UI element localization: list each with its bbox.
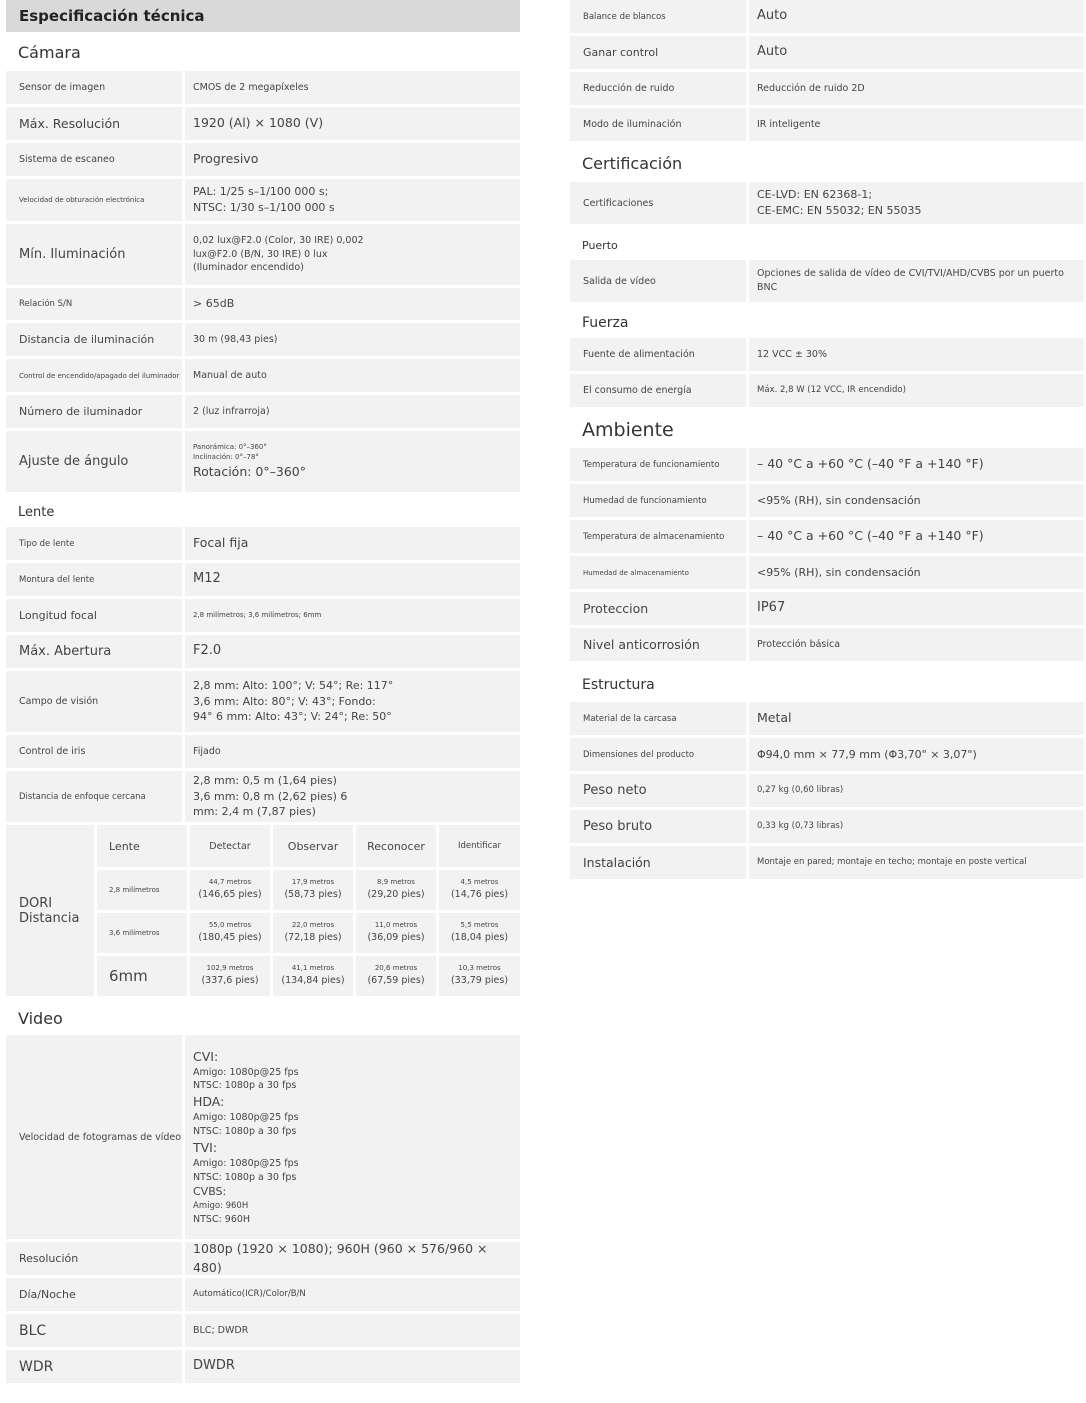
spec-label: Campo de visión	[6, 671, 185, 732]
spec-row-ganar-control	[570, 36, 1084, 69]
dori-feet: (72,18 pies)	[284, 932, 342, 944]
dori-meters: 4,5 metros	[460, 878, 499, 887]
dori-distance-cell	[439, 870, 520, 910]
spec-value-line: NTSC: 1080p a 30 fps	[193, 1126, 297, 1138]
spec-value-line: lux@F2.0 (B/N, 30 IRE) 0 lux	[193, 248, 328, 260]
section-environment-title: Ambiente	[570, 410, 1084, 448]
spec-row-instalacion	[570, 846, 1084, 879]
section-camera-title: Cámara	[6, 32, 520, 71]
spec-value	[749, 556, 1084, 589]
spec-value-line: CMOS de 2 megapíxeles	[193, 81, 309, 93]
spec-row-numero-de-iluminador	[6, 395, 520, 428]
spec-value-line: CVI:	[193, 1048, 219, 1064]
spec-label: Humedad de funcionamiento	[570, 484, 749, 517]
spec-value-line: M12	[193, 571, 221, 587]
dori-distance-cell	[273, 870, 353, 910]
spec-value-line: IP67	[757, 600, 786, 616]
spec-row-peso-bruto	[570, 810, 1084, 843]
spec-row-humedad-de-almacenamiento	[570, 556, 1084, 589]
dori-feet: (58,73 pies)	[284, 889, 342, 901]
spec-row-distancia-de-enfoque-cercana	[6, 771, 520, 822]
dori-feet: (134,84 pies)	[281, 975, 345, 987]
spec-row-certificaciones	[570, 182, 1084, 224]
spec-value-line: Inclinación: 0°–78°	[193, 453, 259, 462]
spec-row-peso-neto	[570, 774, 1084, 807]
spec-value	[185, 431, 520, 492]
spec-value	[185, 1278, 520, 1311]
spec-row-proteccion	[570, 592, 1084, 625]
spec-value-line: (Iluminador encendido)	[193, 262, 304, 274]
spec-value-line: PAL: 1/25 s–1/100 000 s;	[193, 185, 329, 199]
spec-label: Montura del lente	[6, 563, 185, 596]
spec-value	[749, 846, 1084, 879]
spec-row-sensor-de-imagen	[6, 71, 520, 104]
certification-table	[570, 182, 1084, 224]
dori-table	[6, 825, 520, 996]
spec-value	[185, 143, 520, 176]
spec-row-velocidad-de-fotogramas-de-video	[6, 1035, 520, 1239]
spec-row-temperatura-de-funcionamiento	[570, 448, 1084, 481]
spec-label: Dimensiones del producto	[570, 738, 749, 771]
spec-label: Salida de vídeo	[570, 260, 749, 302]
dori-distance-cell	[439, 956, 520, 996]
spec-value-line: Amigo: 1080p@25 fps	[193, 1112, 299, 1124]
spec-row-montura-del-lente	[6, 563, 520, 596]
spec-value	[749, 484, 1084, 517]
dori-distance-cell	[273, 956, 353, 996]
section-certification-title: Certificación	[570, 144, 1084, 182]
spec-row-distancia-de-iluminacion	[6, 323, 520, 356]
spec-value-line: 3,6 mm: Alto: 80°; V: 43°; Fondo:	[193, 694, 376, 708]
spec-value	[749, 338, 1084, 371]
spec-value-line: Reducción de ruido 2D	[757, 82, 865, 94]
spec-value-line: NTSC: 1080p a 30 fps	[193, 1080, 297, 1092]
dori-meters: 10,3 metros	[458, 964, 501, 973]
spec-row-relacion-s-n	[6, 288, 520, 320]
spec-label: Máx. Abertura	[6, 635, 185, 668]
spec-label: Ganar control	[570, 36, 749, 69]
spec-row-campo-de-vision	[6, 671, 520, 732]
spec-row-modo-de-iluminacion	[570, 108, 1084, 141]
spec-value	[749, 738, 1084, 771]
dori-distance-cell	[356, 956, 436, 996]
spec-value	[185, 224, 520, 285]
section-video-title: Video	[6, 999, 520, 1035]
spec-value	[185, 771, 520, 822]
spec-value-line: 0,33 kg (0,73 libras)	[757, 821, 844, 832]
spec-row-blc	[6, 1314, 520, 1347]
dori-lens-cell: 6mm	[97, 956, 187, 996]
dori-meters: 22,0 metros	[291, 921, 335, 930]
spec-value	[185, 359, 520, 392]
spec-value	[749, 448, 1084, 481]
spec-row-fuente-de-alimentacion	[570, 338, 1084, 371]
spec-value-line: 30 m (98,43 pies)	[193, 333, 278, 345]
spec-value-line: <95% (RH), sin condensación	[757, 565, 921, 579]
dori-distance-cell	[356, 913, 436, 953]
spec-value-line: > 65dB	[193, 297, 235, 311]
spec-label: Control de encendido/apagado del iluminador	[6, 359, 185, 392]
spec-value-line: Progresivo	[193, 151, 259, 167]
spec-value	[749, 374, 1084, 407]
dori-distance-cell	[190, 956, 270, 996]
dori-meters: 8,9 metros	[377, 878, 415, 887]
spec-label: Modo de iluminación	[570, 108, 749, 141]
spec-label: Reducción de ruido	[570, 72, 749, 105]
dori-meters: 44,7 metros	[208, 878, 252, 887]
spec-row-min-iluminacion	[6, 224, 520, 285]
spec-row-temperatura-de-almacenamiento	[570, 520, 1084, 553]
spec-label: Mín. Iluminación	[6, 224, 185, 285]
dori-meters: 41,1 metros	[291, 964, 335, 973]
spec-value-line: BLC; DWDR	[193, 1324, 249, 1336]
camera-table	[6, 71, 520, 492]
dori-grid	[97, 825, 520, 996]
spec-value	[185, 179, 520, 221]
spec-value-line: Amigo: 1080p@25 fps	[193, 1066, 299, 1078]
spec-label: Ajuste de ángulo	[6, 431, 185, 492]
image-settings-table	[570, 0, 1084, 141]
spec-row-dia-noche	[6, 1278, 520, 1311]
spec-value-line: Opciones de salida de vídeo de CVI/TVI/AHD/CVBS por un puerto BNC	[757, 268, 1064, 293]
spec-value	[185, 635, 520, 668]
spec-label: Instalación	[570, 846, 749, 879]
spec-value	[185, 735, 520, 768]
spec-row-humedad-de-funcionamiento	[570, 484, 1084, 517]
spec-value	[185, 71, 520, 104]
spec-label: Control de iris	[6, 735, 185, 768]
spec-value	[749, 774, 1084, 807]
spec-value-line: Rotación: 0°–360°	[193, 463, 306, 479]
spec-value-line: – 40 °C a +60 °C (–40 °F a +140 °F)	[757, 456, 984, 472]
spec-label: Material de la carcasa	[570, 702, 749, 735]
spec-label: Resolución	[6, 1242, 185, 1275]
spec-value	[185, 563, 520, 596]
port-table	[570, 260, 1084, 302]
spec-value-line: Amigo: 1080p@25 fps	[193, 1157, 299, 1169]
spec-value-line: 2 (luz infrarroja)	[193, 405, 270, 417]
spec-row-el-consumo-de-energia	[570, 374, 1084, 407]
spec-value-line: Manual de auto	[193, 369, 267, 381]
dori-distance-cell	[356, 870, 436, 910]
dori-feet: (337,6 pies)	[201, 975, 259, 987]
spec-value-line: Auto	[757, 44, 788, 60]
spec-label: Sensor de imagen	[6, 71, 185, 104]
section-power-title: Fuerza	[570, 305, 1084, 338]
spec-value-line: IR inteligente	[757, 118, 821, 130]
spec-value-line: Panorámica: 0°–360°	[193, 443, 267, 452]
spec-value-line: F2.0	[193, 643, 222, 659]
spec-value-line: CVBS:	[193, 1185, 227, 1199]
lens-table	[6, 527, 520, 822]
spec-label: Humedad de almacenamiento	[570, 556, 749, 589]
dori-header-observar: Observar	[273, 825, 353, 867]
spec-row-ajuste-de-angulo	[6, 431, 520, 492]
spec-label: Distancia de iluminación	[6, 323, 185, 356]
spec-value	[185, 599, 520, 632]
spec-value	[185, 395, 520, 428]
spec-value	[185, 1314, 520, 1347]
dori-meters: 102,9 metros	[206, 964, 254, 973]
dori-feet: (146,65 pies)	[198, 889, 262, 901]
spec-value	[185, 1242, 520, 1275]
section-structure-title: Estructura	[570, 664, 1084, 702]
spec-value-line: 0,27 kg (0,60 libras)	[757, 785, 844, 796]
spec-row-velocidad-de-obturacion-electronica	[6, 179, 520, 221]
dori-meters: 5,5 metros	[460, 921, 499, 930]
spec-value	[185, 1035, 520, 1239]
spec-value-line: 94° 6 mm: Alto: 43°; V: 24°; Re: 50°	[193, 710, 392, 724]
spec-value-line: mm: 2,4 m (7,87 pies)	[193, 805, 316, 819]
dori-feet: (67,59 pies)	[367, 975, 425, 987]
spec-value	[749, 520, 1084, 553]
spec-label: Temperatura de almacenamiento	[570, 520, 749, 553]
spec-value-line: DWDR	[193, 1358, 235, 1374]
dori-distance-cell	[273, 913, 353, 953]
spec-row-tipo-de-lente	[6, 527, 520, 560]
dori-meters: 55,0 metros	[208, 921, 252, 930]
spec-row-longitud-focal	[6, 599, 520, 632]
spec-value-line: NTSC: 960H	[193, 1213, 251, 1225]
dori-feet: (33,79 pies)	[450, 975, 509, 987]
spec-value	[185, 527, 520, 560]
spec-value-line: 3,6 mm: 0,8 m (2,62 pies) 6	[193, 789, 348, 803]
spec-value	[749, 182, 1084, 224]
dori-feet: (14,76 pies)	[450, 889, 509, 901]
spec-value	[749, 72, 1084, 105]
spec-value-line: TVI:	[193, 1139, 218, 1155]
spec-value	[185, 323, 520, 356]
page-title: Especificación técnica	[6, 0, 520, 32]
spec-row-wdr	[6, 1350, 520, 1383]
power-table	[570, 338, 1084, 407]
spec-label: Tipo de lente	[6, 527, 185, 560]
dori-distance-cell	[190, 870, 270, 910]
spec-value-line: CE-LVD: EN 62368-1;	[757, 188, 873, 202]
right-column	[570, 0, 1084, 882]
dori-header-identificar: Identificar	[439, 825, 520, 867]
spec-value-line: 1080p (1920 × 1080); 960H (960 × 576/960 × 480)	[193, 1241, 488, 1275]
spec-label: Número de iluminador	[6, 395, 185, 428]
spec-value-line: Focal fija	[193, 535, 249, 551]
dori-header-detectar: Detectar	[190, 825, 270, 867]
spec-label: Certificaciones	[570, 182, 749, 224]
spec-value	[185, 107, 520, 140]
spec-value-line: Amigo: 960H	[193, 1201, 249, 1212]
dori-header-lente: Lente	[97, 825, 187, 867]
spec-row-sistema-de-escaneo	[6, 143, 520, 176]
spec-value-line: Auto	[757, 8, 788, 24]
dori-meters: 17,9 metros	[291, 878, 335, 887]
spec-value	[749, 108, 1084, 141]
dori-label-line2: Distancia	[19, 910, 80, 926]
spec-label: BLC	[6, 1314, 185, 1347]
spec-row-max-resolucion	[6, 107, 520, 140]
dori-lens-cell: 2,8 milímetros	[97, 870, 187, 910]
spec-value	[185, 671, 520, 732]
spec-label: Balance de blancos	[570, 0, 749, 33]
spec-value-line: NTSC: 1/30 s–1/100 000 s	[193, 201, 335, 214]
spec-label: Sistema de escaneo	[6, 143, 185, 176]
section-port-title: Puerto	[570, 227, 1084, 260]
spec-value	[749, 702, 1084, 735]
spec-value-line: NTSC: 1080p a 30 fps	[193, 1171, 297, 1183]
dori-lens-cell: 3,6 milímetros	[97, 913, 187, 953]
spec-row-balance-de-blancos	[570, 0, 1084, 33]
spec-row-material-de-la-carcasa	[570, 702, 1084, 735]
spec-value-line: Máx. 2,8 W (12 VCC, IR encendido)	[757, 385, 906, 396]
dori-distance-cell	[439, 913, 520, 953]
dori-meters: 11,0 metros	[374, 921, 418, 930]
structure-table	[570, 702, 1084, 879]
video-table	[6, 1035, 520, 1383]
spec-value	[749, 810, 1084, 843]
spec-label: El consumo de energía	[570, 374, 749, 407]
spec-label: Velocidad de obturación electrónica	[6, 179, 185, 221]
dori-distance-cell	[190, 913, 270, 953]
spec-label: Nivel anticorrosión	[570, 628, 749, 661]
spec-label: Proteccion	[570, 592, 749, 625]
spec-value-line: Montaje en pared; montaje en techo; montaje en poste vertical	[757, 857, 1027, 868]
spec-label: Fuente de alimentación	[570, 338, 749, 371]
spec-value	[749, 36, 1084, 69]
spec-row-reduccion-de-ruido	[570, 72, 1084, 105]
dori-label-line1: DORI	[19, 895, 53, 911]
spec-value-line: <95% (RH), sin condensación	[757, 493, 921, 507]
environment-table	[570, 448, 1084, 661]
dori-label	[6, 825, 94, 996]
spec-label: Velocidad de fotogramas de vídeo	[6, 1035, 185, 1239]
spec-row-max-abertura	[6, 635, 520, 668]
dori-feet: (29,20 pies)	[367, 889, 425, 901]
spec-value	[749, 628, 1084, 661]
spec-value-line: HDA:	[193, 1094, 225, 1110]
spec-row-control-de-iris	[6, 735, 520, 768]
spec-value	[185, 1350, 520, 1383]
spec-value-line: Φ94,0 mm × 77,9 mm (Φ3,70" × 3,07")	[757, 747, 977, 761]
spec-label: Distancia de enfoque cercana	[6, 771, 185, 822]
spec-row-dimensiones-del-producto	[570, 738, 1084, 771]
spec-row-control-de-encendido-apagado-del-iluminador	[6, 359, 520, 392]
left-column	[6, 0, 520, 1386]
spec-value	[749, 592, 1084, 625]
dori-feet: (36,09 pies)	[367, 932, 425, 944]
section-lens-title: Lente	[6, 495, 520, 527]
spec-value-line: CE-EMC: EN 55032; EN 55035	[757, 204, 922, 217]
spec-value	[749, 0, 1084, 33]
spec-value	[185, 288, 520, 320]
spec-value-line: 2,8 mm: Alto: 100°; V: 54°; Re: 117°	[193, 678, 394, 692]
spec-value-line: 1920 (Al) × 1080 (V)	[193, 115, 324, 131]
spec-row-salida-de-video	[570, 260, 1084, 302]
spec-label: WDR	[6, 1350, 185, 1383]
spec-value	[749, 260, 1084, 302]
spec-value-line: Fijado	[193, 745, 221, 757]
spec-value-line: 2,8 milímetros; 3,6 milímetros; 6mm	[193, 611, 322, 620]
spec-label: Día/Noche	[6, 1278, 185, 1311]
spec-label: Peso neto	[570, 774, 749, 807]
spec-label: Peso bruto	[570, 810, 749, 843]
dori-header-reconocer: Reconocer	[356, 825, 436, 867]
spec-value-line: Protección básica	[757, 638, 841, 650]
spec-value-line: Metal	[757, 710, 792, 726]
spec-row-nivel-anticorrosion	[570, 628, 1084, 661]
dori-feet: (18,04 pies)	[450, 932, 509, 944]
dori-meters: 20,6 metros	[374, 964, 418, 973]
spec-label: Relación S/N	[6, 288, 185, 320]
spec-value-line: 0,02 lux@F2.0 (Color, 30 IRE) 0,002	[193, 234, 364, 246]
spec-row-resolucion	[6, 1242, 520, 1275]
spec-value-line: – 40 °C a +60 °C (–40 °F a +140 °F)	[757, 528, 984, 544]
dori-feet: (180,45 pies)	[198, 932, 262, 944]
spec-label: Longitud focal	[6, 599, 185, 632]
spec-value-line: 2,8 mm: 0,5 m (1,64 pies)	[193, 773, 337, 787]
spec-label: Máx. Resolución	[6, 107, 185, 140]
spec-value-line: 12 VCC ± 30%	[757, 348, 827, 360]
spec-value-line: Automático(ICR)/Color/B/N	[193, 1289, 306, 1300]
spec-label: Temperatura de funcionamiento	[570, 448, 749, 481]
